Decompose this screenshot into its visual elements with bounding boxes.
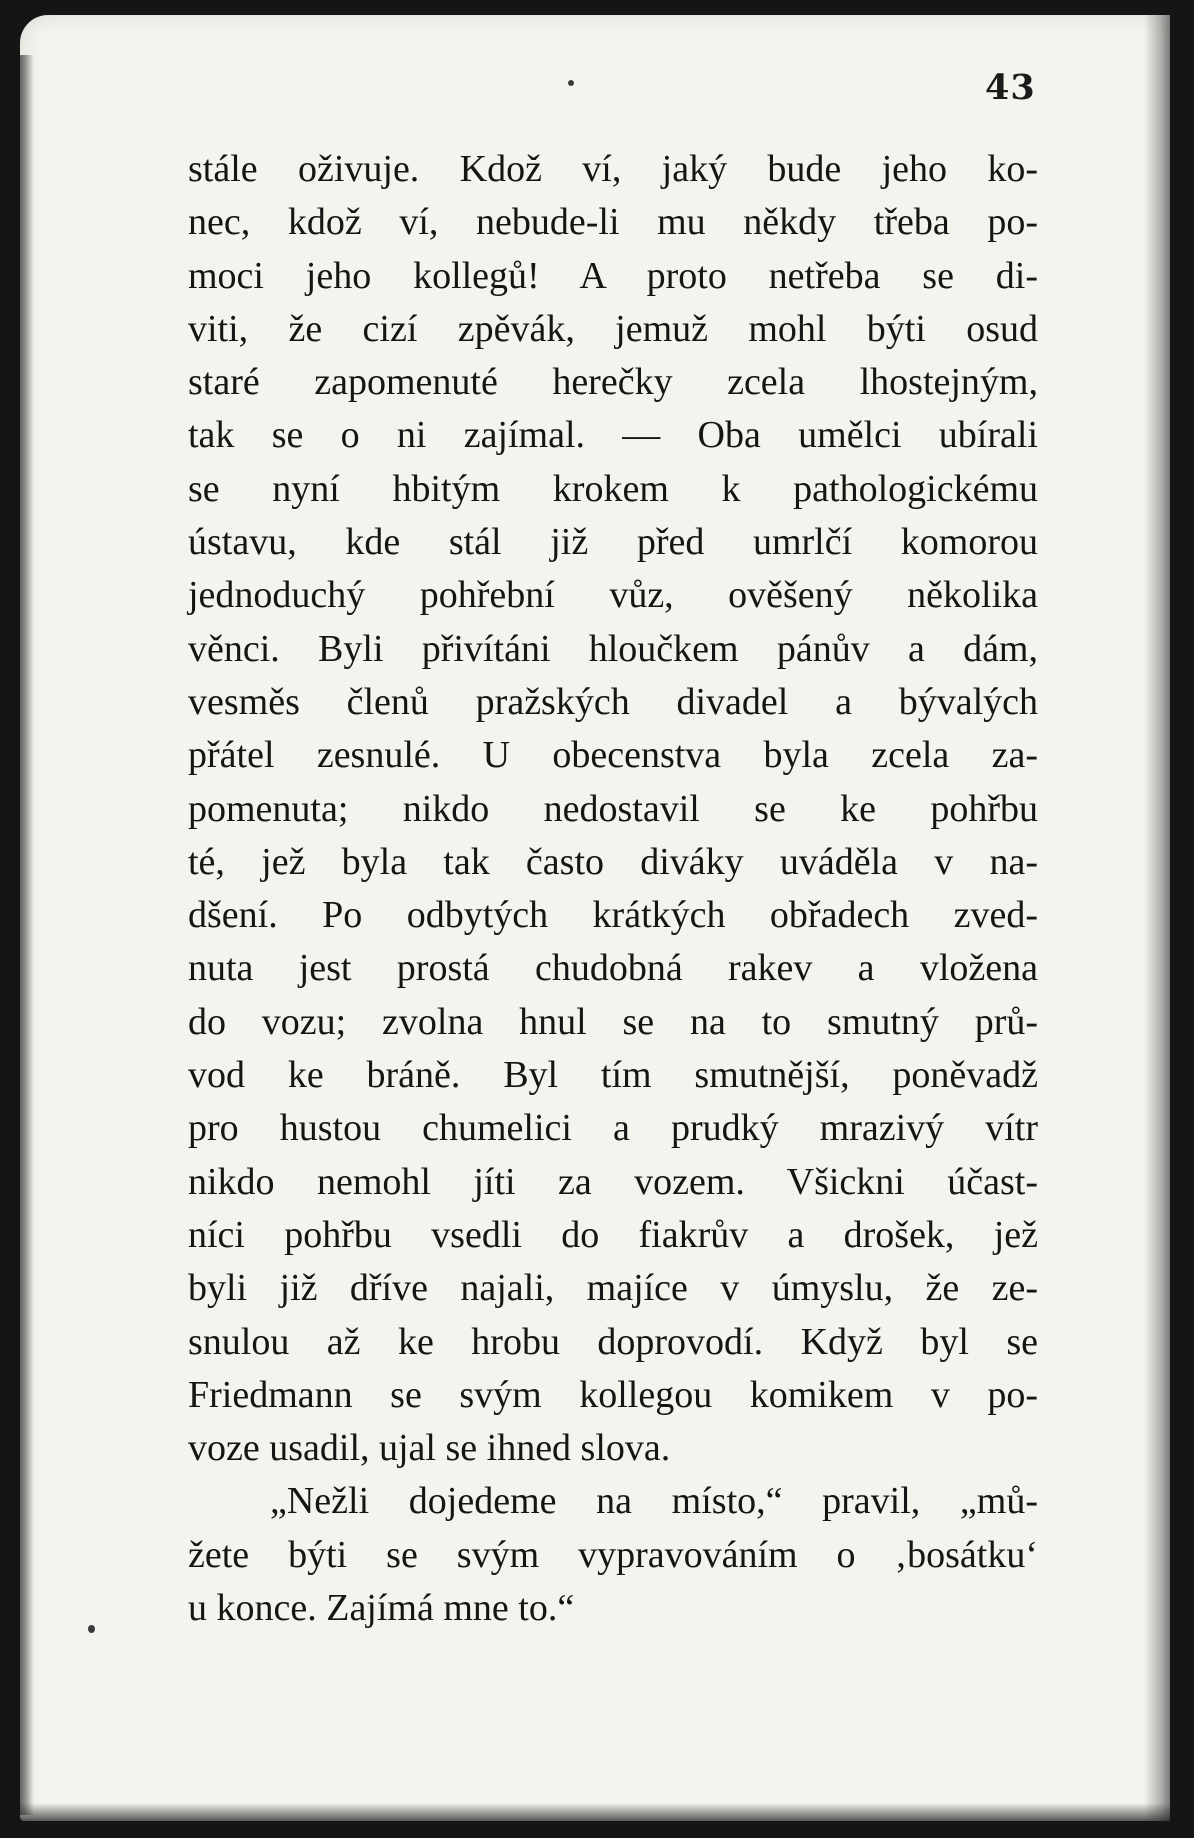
text-line: do vozu; zvolna hnul se na to smutný prů- xyxy=(188,1000,1038,1043)
text-line: byli již dříve najali, majíce v úmyslu, že ze- xyxy=(188,1267,1038,1310)
text-line: „Nežli dojedeme na místo,“ pravil, „mů- xyxy=(270,1480,1038,1523)
text-line: žete býti se svým vypravováním o ‚bosátku‘ xyxy=(188,1533,1038,1576)
text-line: té, jež byla tak často diváky uváděla v na- xyxy=(188,840,1038,883)
text-line: jednoduchý pohřební vůz, ověšený několika xyxy=(188,574,1038,617)
text-line: níci pohřbu vsedli do fiakrův a drošek, jež xyxy=(188,1213,1038,1256)
binding-gutter xyxy=(20,55,34,1815)
page-number: 43 xyxy=(985,67,1036,108)
text-line: nuta jest prostá chudobná rakev a vložena xyxy=(188,947,1038,990)
text-line: vesměs členů pražských divadel a bývalých xyxy=(188,680,1038,723)
text-line: tak se o ni zajímal. — Oba umělci ubírali xyxy=(188,414,1038,457)
text-line: přátel zesnulé. U obecenstva byla zcela za- xyxy=(188,734,1038,777)
text-line: nec, kdož ví, nebude-li mu někdy třeba po- xyxy=(188,201,1038,244)
print-speck xyxy=(88,1625,95,1633)
print-speck xyxy=(568,80,574,86)
text-line: nikdo nemohl jíti za vozem. Všickni účast- xyxy=(188,1160,1038,1203)
body-text xyxy=(188,143,1038,1635)
text-line: ústavu, kde stál již před umrlčí komorou xyxy=(188,521,1038,564)
text-line: moci jeho kollegů! A proto netřeba se di- xyxy=(188,254,1038,297)
text-line: pomenuta; nikdo nedostavil se ke pohřbu xyxy=(188,787,1038,830)
text-line: voze usadil, ujal se ihned slova. xyxy=(188,1427,671,1470)
text-line: snulou až ke hrobu doprovodí. Když byl se xyxy=(188,1320,1038,1363)
text-line: dšení. Po odbytých krátkých obřadech zved- xyxy=(188,894,1038,937)
page-edge-right xyxy=(1144,15,1170,1821)
text-line: u konce. Zajímá mne to.“ xyxy=(188,1587,575,1630)
text-line: viti, že cizí zpěvák, jemuž mohl býti osud xyxy=(188,307,1038,350)
text-line: staré zapomenuté herečky zcela lhostejným, xyxy=(188,361,1038,404)
text-line: vod ke bráně. Byl tím smutnější, poněvadž xyxy=(188,1054,1038,1097)
text-line: věnci. Byli přivítáni hloučkem pánův a dám, xyxy=(188,627,1038,670)
text-line: pro hustou chumelici a prudký mrazivý vítr xyxy=(188,1107,1038,1150)
text-line: Friedmann se svým kollegou komikem v po- xyxy=(188,1373,1038,1416)
page-edge-bottom xyxy=(20,1803,1170,1821)
text-line: se nyní hbitým krokem k pathologickému xyxy=(188,467,1038,510)
text-line: stále oživuje. Kdož ví, jaký bude jeho ko- xyxy=(188,148,1038,190)
